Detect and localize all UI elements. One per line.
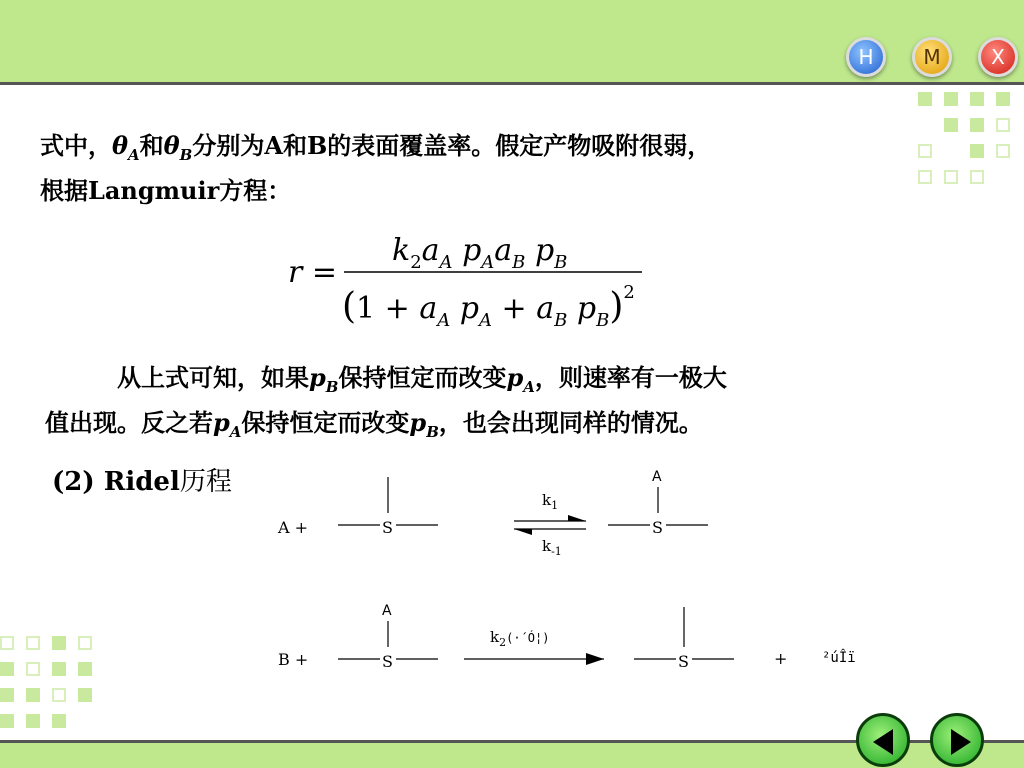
text-segment: 保持恒定而改变 [241, 407, 410, 437]
k1-label: $k_1$ [542, 491, 559, 512]
scheme1-surface: S [382, 518, 393, 537]
scheme1-lhs: A + [278, 518, 309, 537]
subscript: B [179, 145, 193, 164]
var-p: p [309, 363, 326, 392]
subscript: A [229, 422, 242, 441]
formula-numerator: $k_2a_A$ $p_Aa_B$ $p_B$ [392, 233, 568, 273]
var-p: p [409, 407, 427, 437]
exit-button[interactable]: X [978, 37, 1018, 77]
text-segment: 保持恒定而改变 [338, 363, 507, 392]
home-button[interactable]: H [846, 37, 886, 77]
next-slide-button[interactable] [930, 713, 984, 767]
text-segment: ，也会出现同样的情况。 [438, 407, 703, 437]
var-p: p [213, 407, 230, 437]
section-title [52, 464, 232, 500]
text-segment: 历程 [179, 467, 232, 497]
text-segment: 式中， [40, 131, 112, 160]
scheme2-adsorbed-a: A [382, 603, 392, 619]
rate-formula [280, 222, 650, 334]
var-p: p [506, 363, 524, 392]
reaction-scheme [270, 465, 910, 685]
theta-symbol: θ [163, 131, 180, 160]
theta-symbol: θ [112, 131, 129, 160]
scheme2-surface: S [382, 652, 393, 671]
paragraph-analysis [45, 360, 727, 450]
text-segment: 从上式可知，如果 [117, 363, 309, 392]
text-segment: 分别为A和B的表面覆盖率。假定产物吸附很弱， [192, 131, 712, 160]
scheme2-lhs: B + [278, 650, 309, 669]
paragraph-definition [40, 128, 711, 209]
subscript: A [128, 145, 140, 164]
text-segment: ，则速率有一极大 [534, 363, 727, 392]
subscript: B [325, 377, 339, 396]
k-1-label: $k_{-1}$ [542, 537, 562, 558]
text-segment: 和 [139, 131, 164, 160]
text-segment: 值出现。反之若 [45, 407, 213, 437]
scheme1-product-surface: S [652, 518, 663, 537]
k2-label: $k_2^{(\cdot´Ó¦)}$ [490, 628, 550, 649]
subscript: B [426, 422, 439, 441]
previous-slide-button[interactable] [856, 713, 910, 767]
text-segment: 根据Langmuir方程： [40, 175, 292, 205]
formula-lhs: r = [288, 255, 338, 290]
scheme2-plus: + [774, 649, 788, 668]
arrow-left-icon [873, 729, 893, 755]
subscript: A [523, 377, 535, 396]
menu-button[interactable]: M [912, 37, 952, 77]
adsorbed-a: A [652, 469, 662, 485]
formula-denominator: ($1 + a_A$ $p_A + a_B$ $p_B)^2$ [342, 282, 635, 331]
scheme2-product-surface: S [678, 652, 689, 671]
text-segment: (2) Ridel [52, 467, 180, 497]
arrow-right-icon [951, 729, 971, 755]
scheme2-product: ²úÎï [822, 650, 856, 666]
